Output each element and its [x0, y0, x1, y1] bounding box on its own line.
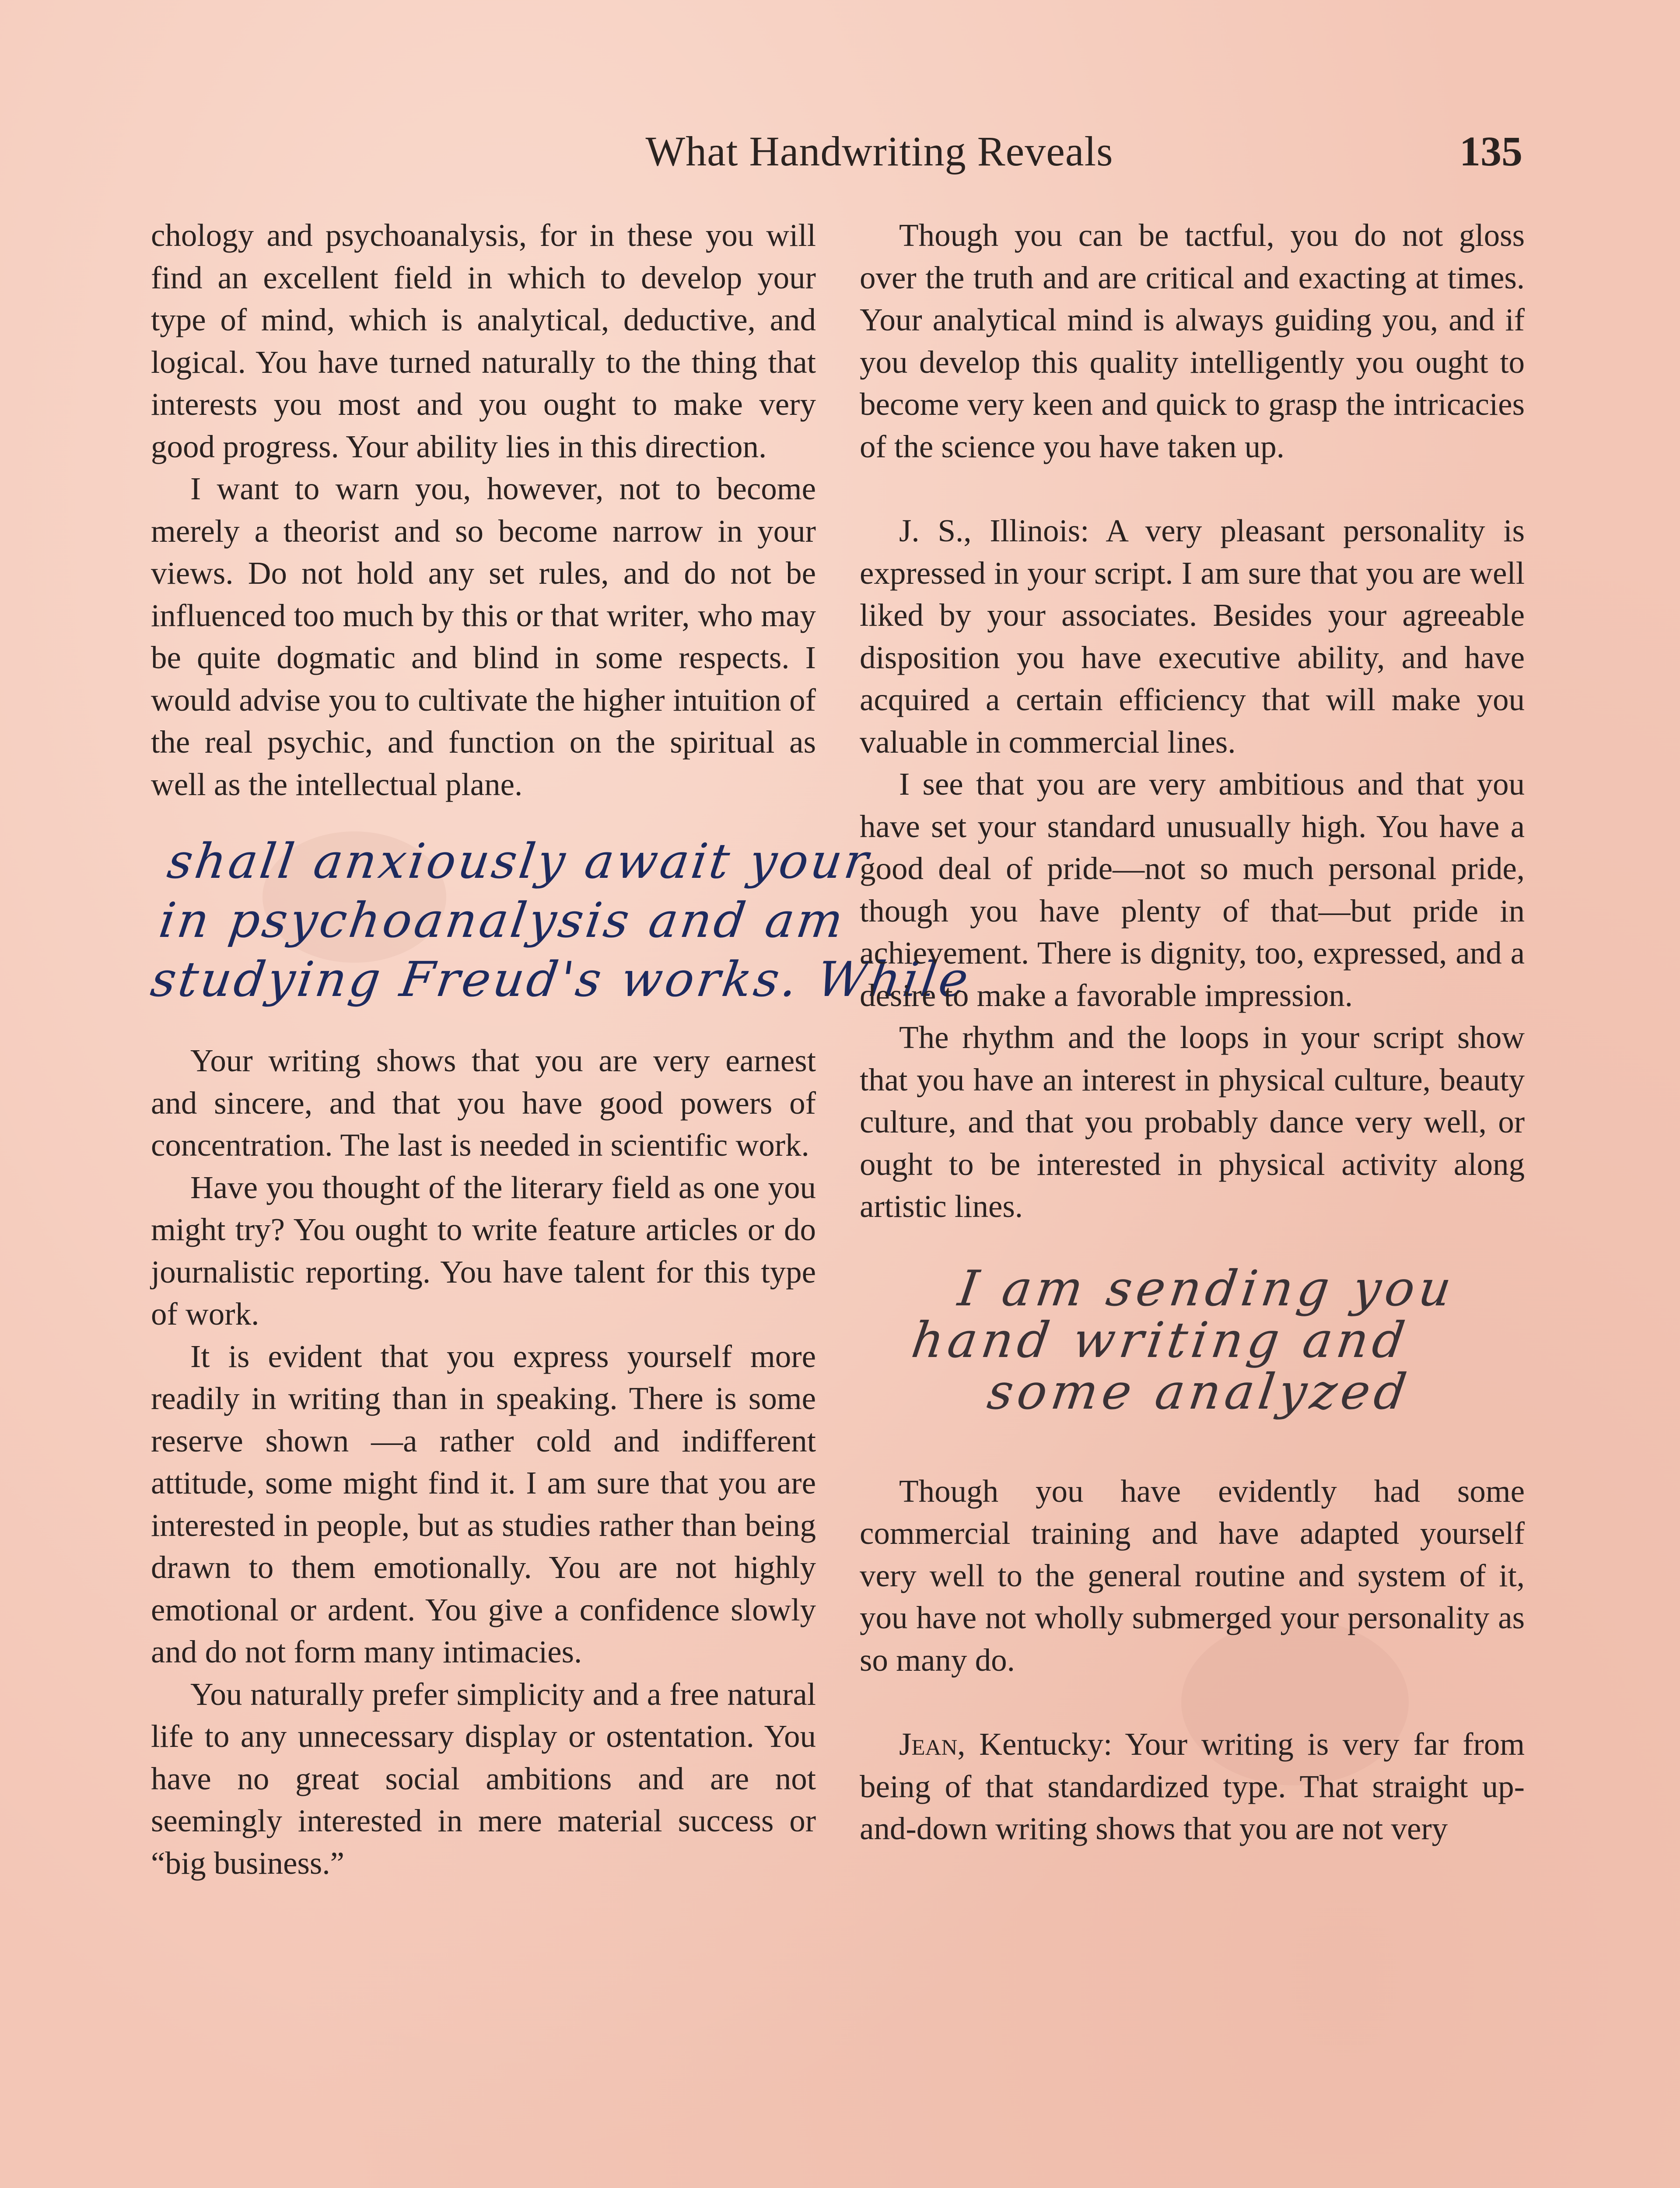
handwriting-sample	[147, 832, 974, 1009]
correspondent-name: J. S.	[899, 513, 964, 548]
correspondent-name: Jean	[899, 1726, 958, 1762]
paragraph: chology and psychoanalysis, for in these you will find an excellent field in which to develop your type of mind, which is analytical, deductive, and logical. You have turned naturally to the thing that interests you most and you ought to make very good progress. Your ability lies in this direction.	[151, 217, 816, 464]
handwriting-line: studying Freud's works. While	[147, 951, 974, 1007]
paragraph: The rhythm and the loops in your script show that you have an interest in physical culture, beauty culture, and that you probably dance very well, or ought to be interested in physical activity along artistic lines.	[860, 1020, 1525, 1224]
paragraph: You naturally prefer simplicity and a free natural life to any unnecessary display or ostentation. You have no great social ambitions and are not seemingly interested in mere material success or “big business.”	[151, 1676, 816, 1881]
handwriting-line: shall anxiously await your	[164, 833, 875, 889]
handwriting-line: in psychoanalysis and am	[156, 892, 849, 948]
paragraph: It is evident that you express yourself more readily in writing than in speaking. There is some reserve shown —a rather cold and indifferent attitude, some might find it. I am sure that you are interested in people, but as studies rather than being drawn to them emotionally. You are not highly emotional or ardent. You give a confidence slowly and do not form many intimacies.	[151, 1338, 816, 1669]
paragraph: I want to warn you, however, not to become merely a theorist and so become narrow in your views. Do not hold any set rules, and do not be influenced too much by this or that writer, who may be quite dogmatic and blind in some respects. I would advise you to cultivate the higher intuition of the real psychic, and function on the spiritual as well as the intellectual plane.	[151, 471, 816, 802]
handwriting-sample	[875, 1260, 1536, 1420]
page-number: 135	[1460, 128, 1522, 175]
paragraph: Though you have evidently had some commercial training and have adapted yourself very well to the general routine and system of it, you have not wholly submerged your personality as so many do.	[860, 1473, 1525, 1678]
paragraph: Your writing shows that you are very earnest and sincere, and that you have good powers of concentration. The last is needed in scientific work.	[151, 1043, 816, 1163]
paragraph: Have you thought of the literary field as one you might try? You ought to write feature articles or do journalistic reporting. You have talent for this type of work.	[151, 1169, 816, 1332]
handwriting-line: hand writing and	[908, 1311, 1413, 1369]
entry-text: , Kentucky: Your writing is very far from being of that standardized type. That straight up-and-down writing shows that you are not very	[860, 1726, 1525, 1846]
letter-entry	[860, 1723, 1525, 1850]
entry-text: , Illinois: A very pleasant personality is expressed in your script. I am sure that you are well liked by your associates. Besides your agreeable disposition you have executive ability, and have acquired a certain efficiency that will make you valuable in commercial lines.	[860, 513, 1525, 760]
paragraph: I see that you are very ambitious and that you have set your standard unusually high. You have a good deal of pride—not so much personal pride, though you have plenty of that—but pride in achievement. There is dignity, too, expressed, and a desire to make a favorable impression.	[860, 766, 1525, 1013]
running-title: What Handwriting Reveals	[645, 128, 1113, 175]
paragraph: Though you can be tactful, you do not gloss over the truth and are critical and exacting at times. Your analytical mind is always guiding you, and if you develop this quality intelligently you ought to become very keen and quick to grasp the intricacies of the science you have taken up.	[860, 217, 1525, 464]
handwriting-line: some analyzed	[984, 1363, 1414, 1420]
letter-entry	[860, 510, 1525, 763]
handwriting-line: I am sending you	[955, 1260, 1459, 1317]
right-column	[860, 214, 1525, 1850]
